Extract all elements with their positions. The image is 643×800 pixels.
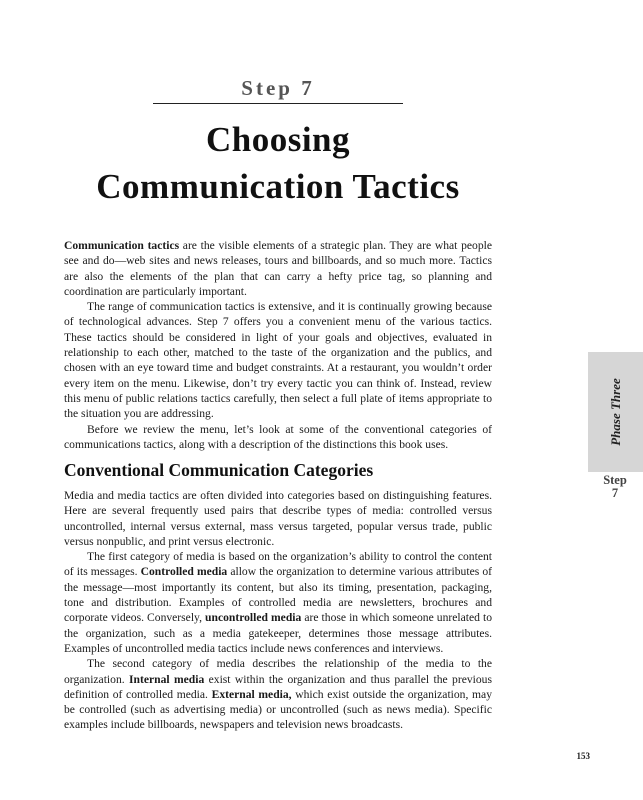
section-paragraph-2: The first category of media is based on the organization’s ability to control the content of its messages. Controlled media allow the organization to determine various attributes of the message—most importantly its content, but also its timing, presentation, packaging, tone and distribution. Examples of controlled media are newsletters, brochures and corporate videos. Conversely, uncontrolled media are those in which someone unrelated to the organization, such as a media gatekeeper, determines those message attributes. Examples of uncontrolled media tactics include news conferences and interviews.	[64, 550, 492, 655]
step-label: Step 7	[241, 76, 315, 100]
chapter-title	[64, 116, 492, 210]
chapter-title-line-1: Choosing	[205, 120, 351, 159]
chapter-title-line-2: Communication Tactics	[96, 167, 460, 206]
intro-paragraph-2: The range of communication tactics is extensive, and it is continually growing because of technological advances. Step 7 offers you a convenient menu of the various tactics. These tactics should be considered in light of your goals and objectives, evaluated in relationship to each other, matched to the taste of the organization and the publics, and chosen with an eye toward time and budget constraints. At a restaurant, you wouldn’t order every item on the menu. Likewise, don’t try every tactic you can think of. Instead, review this menu of public relations tactics carefully, then select a full plate of items appropriate to the situation you are addressing.	[64, 300, 492, 421]
term-controlled-media: Controlled media	[140, 565, 228, 579]
term-uncontrolled-media: uncontrolled media	[205, 611, 302, 625]
title-divider	[153, 103, 403, 104]
side-step-word: Step	[603, 473, 627, 487]
section-heading: Conventional Communication Categories	[64, 460, 374, 480]
term-communication-tactics: Communication tactics	[64, 239, 180, 252]
intro-paragraph-3: Before we review the menu, let’s look at some of the conventional categories of communications tactics, along with a description of the distinctions this book uses.	[64, 422, 492, 451]
intro-text	[64, 238, 492, 452]
page-number: 153	[576, 751, 590, 761]
side-step-marker	[590, 474, 640, 500]
phase-tab-label: Phase Three	[607, 378, 623, 446]
side-step-number: 7	[611, 486, 619, 500]
phase-tab	[588, 352, 643, 472]
term-external-media: External media,	[211, 687, 292, 701]
section-body	[64, 488, 492, 733]
section-paragraph-3: The second category of media describes the relationship of the media to the organization. Internal media exist within the organization and thus parallel the previous definition of controlled media. External media, which exist outside the organization, may be controlled (such as advertising media) or uncontrolled (such as news media). Specific examples include billboards, newspapers and television news broadcasts.	[64, 657, 493, 732]
term-internal-media: Internal media	[129, 672, 205, 686]
section-paragraph-1: Media and media tactics are often divided into categories based on distinguishing features. Here are several frequently used pairs that describe types of media: controlled versus uncontrolled, internal versus external, mass versus targeted, popular versus trade, public versus nonpublic, and print versus electronic.	[64, 489, 492, 548]
intro-paragraph-1: Communication tactics are the visible elements of a strategic plan. They are what people see and do—web sites and news releases, tours and billboards, and so much more. Tactics are also the elements of the plan that can carry a hefty price tag, so planning and coordination are particularly important.	[64, 239, 492, 298]
